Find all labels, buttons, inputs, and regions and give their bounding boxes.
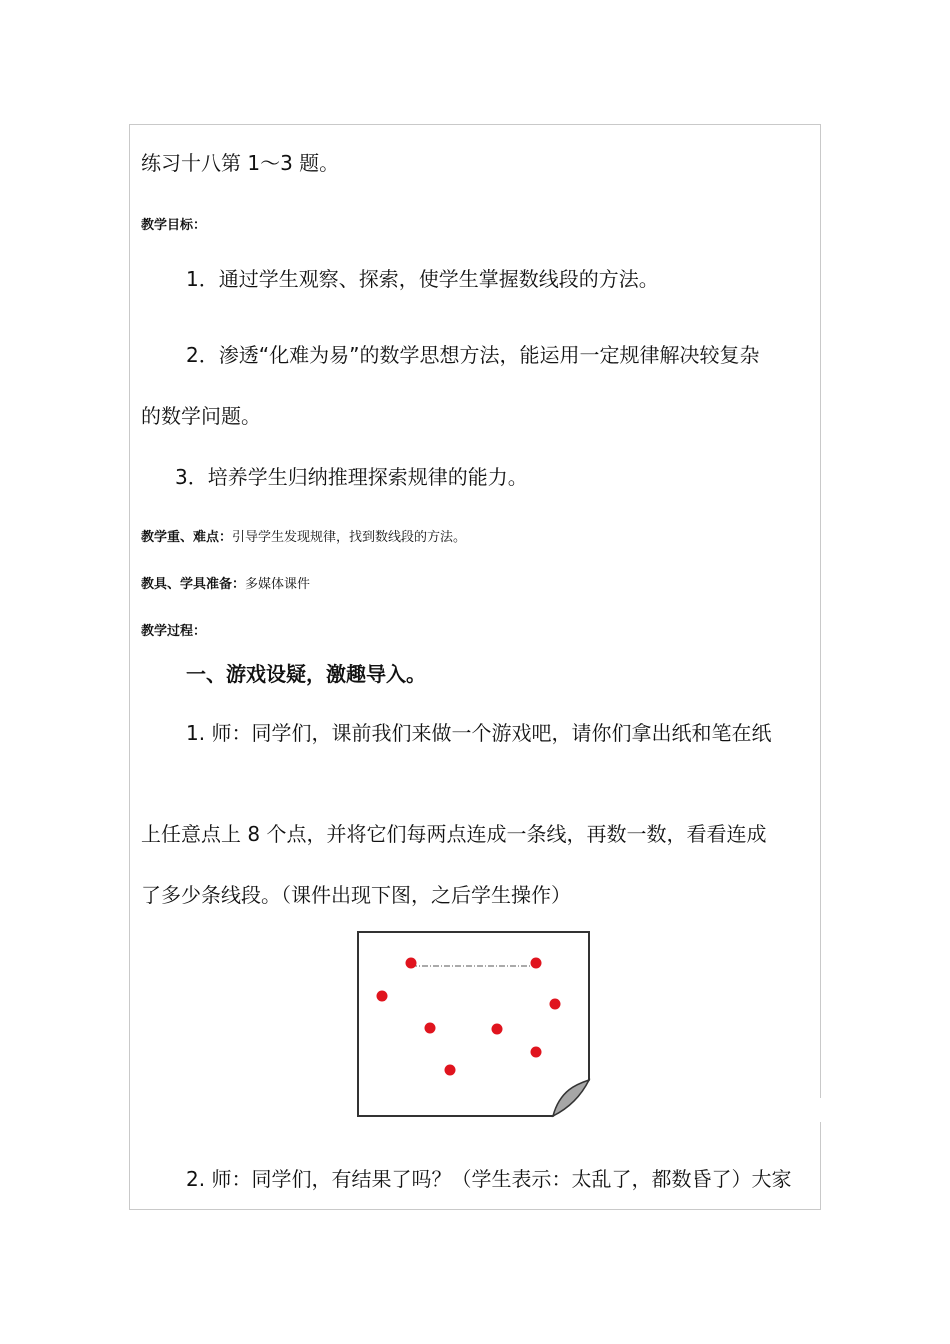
key-points-label: 教学重、难点：	[141, 530, 233, 545]
goal-2-line-1: 2．渗透“化难为易”的数学思想方法，能运用一定规律解决较复杂	[186, 343, 760, 367]
goal-3: 3．培养学生归纳推理探索规律的能力。	[175, 465, 528, 489]
point-dot	[425, 1023, 436, 1034]
point-dot	[531, 1047, 542, 1058]
point-dot	[492, 1024, 503, 1035]
point-dot	[550, 999, 561, 1010]
point-dot	[406, 958, 417, 969]
materials-text: 多媒体课件	[245, 577, 311, 592]
goals-heading: 教学目标：	[141, 218, 207, 233]
paper-sheet	[358, 932, 589, 1116]
eight-points-figure	[355, 928, 595, 1120]
para-1-line-3: 了多少条线段。（课件出现下图，之后学生操作）	[141, 883, 571, 907]
para-2-line-1: 2. 师：同学们，有结果了吗？（学生表示：太乱了，都数昏了）大家	[186, 1167, 792, 1191]
para-1-line-1: 1. 师：同学们，课前我们来做一个游戏吧，请你们拿出纸和笔在纸	[186, 721, 772, 745]
goal-1: 1．通过学生观察、探索，使学生掌握数线段的方法。	[186, 267, 659, 291]
para-1-line-2: 上任意点上 8 个点，并将它们每两点连成一条线，再数一数，看看连成	[141, 822, 767, 846]
key-points-text: 引导学生发现规律，找到数线段的方法。	[232, 530, 467, 545]
border-gap	[812, 1098, 824, 1122]
key-points-line	[141, 526, 466, 545]
materials-line	[141, 573, 310, 592]
section-1-heading: 一、游戏设疑，激趣导入。	[186, 662, 426, 686]
point-dot	[377, 991, 388, 1002]
goal-2-line-2: 的数学问题。	[141, 404, 261, 428]
materials-label: 教具、学具准备：	[141, 577, 246, 592]
point-dot	[531, 958, 542, 969]
exercise-line: 练习十八第 1～3 题。	[141, 151, 340, 175]
process-heading: 教学过程：	[141, 624, 207, 639]
point-dot	[445, 1065, 456, 1076]
